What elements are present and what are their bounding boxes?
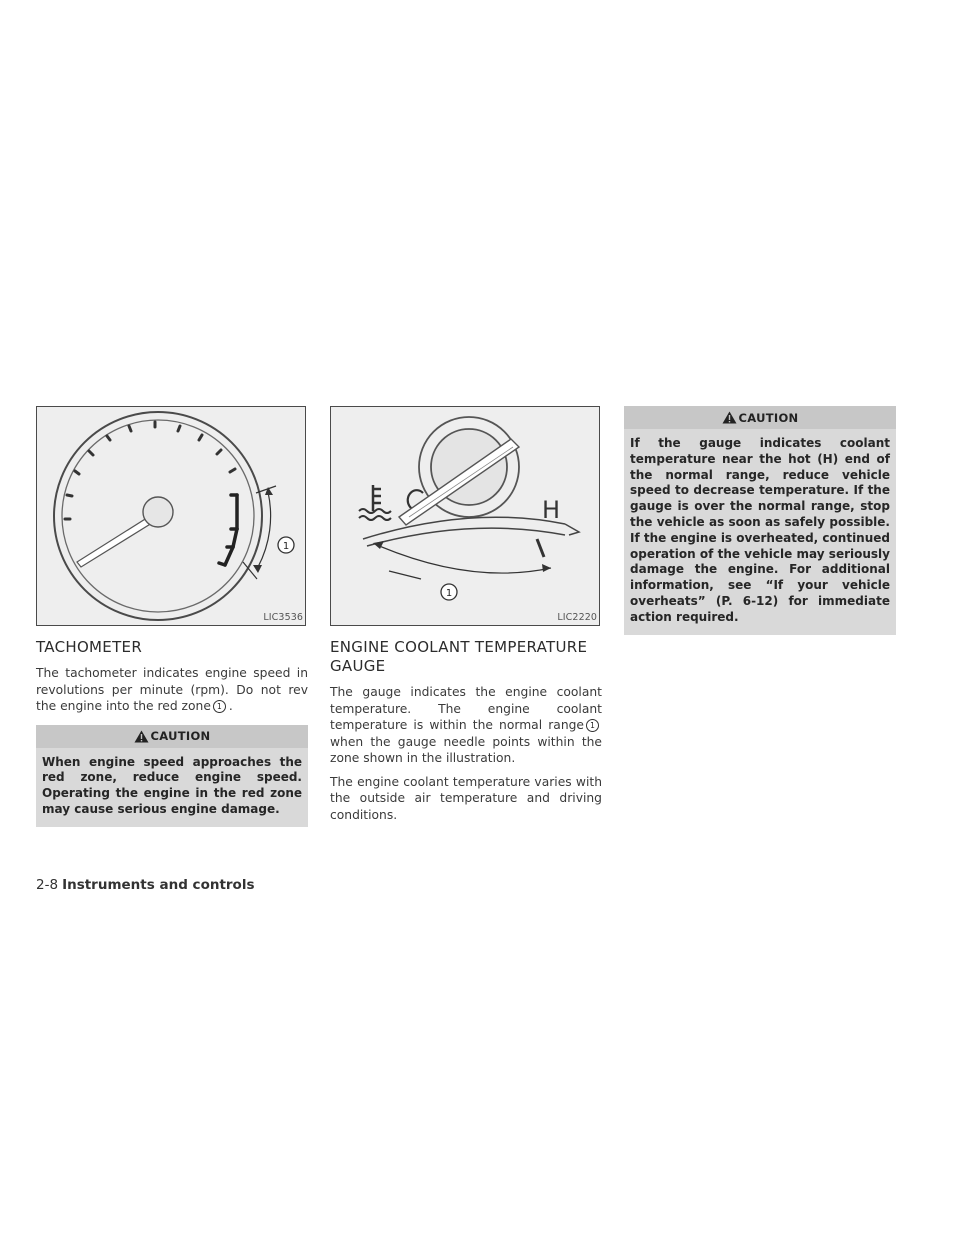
coolant-gauge-illustration [330, 406, 600, 626]
tachometer-callout-number: 1 [282, 541, 290, 552]
reference-marker: 1 [586, 719, 599, 732]
coolant-gauge-column [330, 406, 602, 830]
body-text: The tachometer indicates engine speed in revolutions per minute (rpm). Do not rev the engine into the red zone [36, 666, 308, 713]
body-paragraph: The engine coolant temperature varies with the outside air temperature and driving conditions. [330, 774, 602, 822]
tachometer-illustration [36, 406, 306, 626]
section-heading: ENGINE COOLANT TEMPERATURE GAUGE [330, 638, 588, 675]
caution-label: CAUTION [150, 729, 211, 743]
coolant-temperature-icon [359, 485, 391, 520]
reference-marker: 1 [213, 700, 226, 713]
page-number: 2-8 [36, 877, 59, 893]
caution-text: If the gauge indicates coolant temperature near the hot (H) end of the normal range, reduce vehicle speed to decrease temperature. If the gauge is over the normal range, stop the vehicle as soon as safely possible. If the engine is overheated, continued operation of the vehicle may seriously damage the engine. For additional information, see “If your vehicle overheats” (P. 6-12) for immediate action required. [624, 429, 896, 635]
body-text: The gauge indicates the engine coolant temperature. The engine coolant temperature is within the normal range [330, 685, 602, 732]
tachometer-drawing [37, 407, 307, 627]
caution-label: CAUTION [738, 410, 799, 425]
caution-text: When engine speed approaches the red zone, reduce engine speed. Operating the engine in the red zone may cause serious engine damage. [36, 748, 308, 827]
section-title: Instruments and controls [62, 877, 255, 893]
body-paragraph [330, 684, 602, 767]
section-heading: TACHOMETER [36, 638, 143, 656]
caution-box [36, 725, 308, 827]
tachometer-column [36, 406, 308, 827]
page-footer [36, 877, 255, 893]
warning-icon [134, 730, 149, 743]
coolant-callout-number: 1 [445, 588, 453, 599]
body-text-end: when the gauge needle points within the zone shown in the illustration. [330, 734, 602, 765]
figure-code: LIC3536 [263, 612, 303, 623]
body-paragraph [36, 665, 308, 715]
caution-column [624, 406, 896, 635]
caution-header [36, 725, 308, 748]
figure-code: LIC2220 [557, 612, 597, 623]
body-text-end: . [228, 699, 233, 713]
coolant-gauge-drawing [331, 407, 601, 627]
hot-label: H [542, 496, 561, 524]
caution-header [624, 406, 896, 429]
warning-icon [722, 411, 737, 424]
caution-box [624, 406, 896, 635]
